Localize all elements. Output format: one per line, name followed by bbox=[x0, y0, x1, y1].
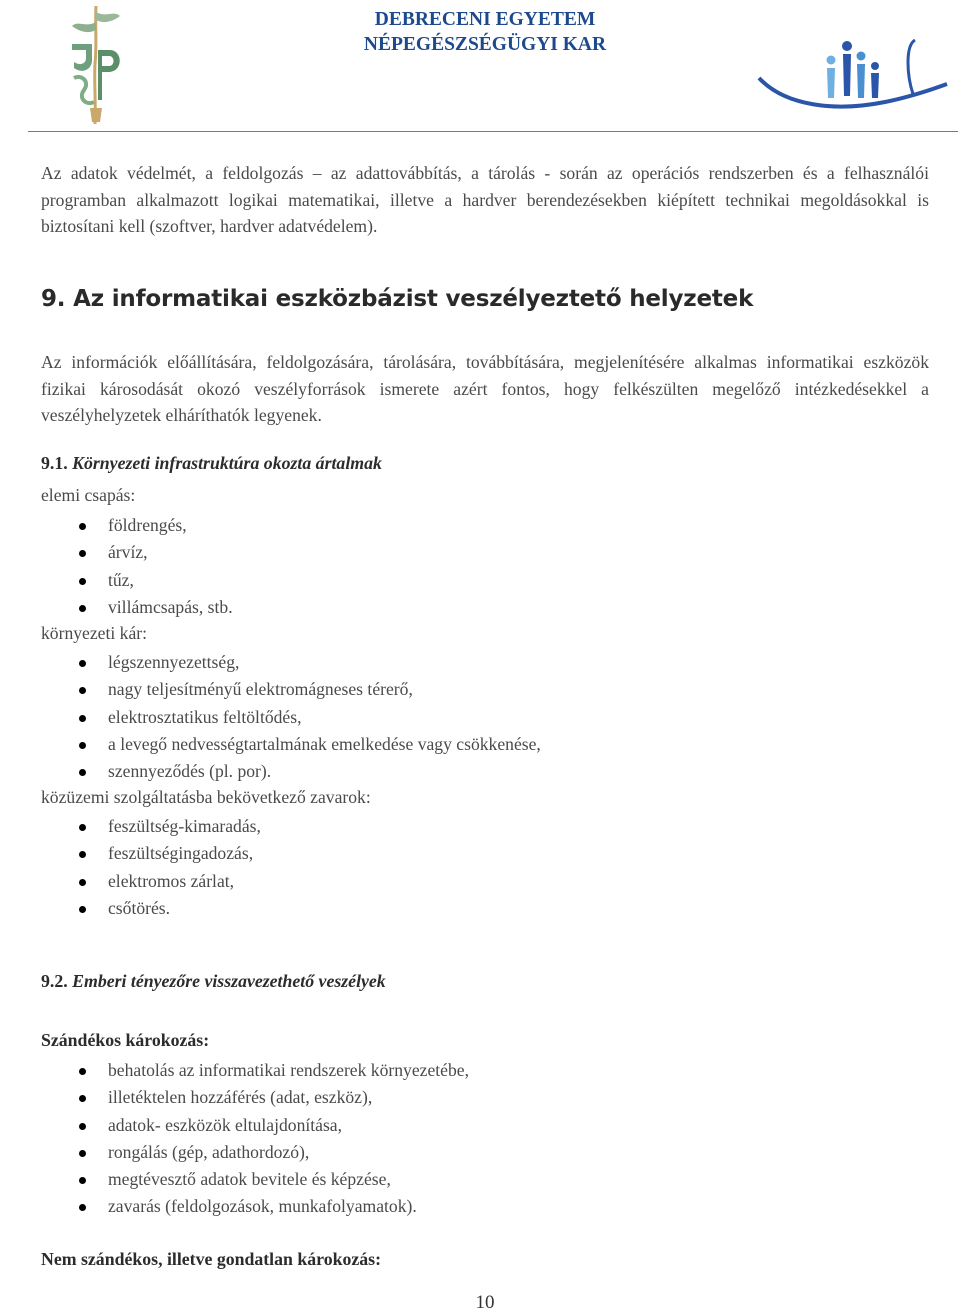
page-header bbox=[0, 0, 960, 132]
subsection-title-9-2 bbox=[41, 971, 386, 992]
faculty-people-logo-icon bbox=[755, 36, 950, 122]
bullet-icon bbox=[79, 742, 86, 749]
page-number: 10 bbox=[475, 1292, 495, 1313]
bullet-icon bbox=[79, 1204, 86, 1211]
section-paragraph: Az információk előállítására, feldolgozására, tárolására, továbbítására, megjelenítésére alkalmas informatikai eszközök fizikai károsodását okozó veszélyforrások ismerete azért fontos, hogy felkészülten megelőző intézkedésekkel a veszélyhelyzetek elháríthatók legyenek. bbox=[41, 352, 929, 425]
group-label: környezeti kár: bbox=[41, 623, 148, 643]
bullet-icon bbox=[79, 824, 86, 831]
intentional-damage-label: Szándékos károkozás: bbox=[41, 1030, 210, 1050]
header-divider bbox=[28, 131, 958, 132]
bullet-icon bbox=[79, 1150, 86, 1157]
bullet-icon bbox=[79, 1123, 86, 1130]
section-title: 9. Az informatikai eszközbázist veszélyeztető helyzetek bbox=[41, 286, 754, 312]
subsection-number: 9.1. bbox=[41, 453, 68, 473]
bullet-icon bbox=[79, 906, 86, 913]
bullet-icon bbox=[79, 851, 86, 858]
bullet-icon bbox=[79, 578, 86, 585]
bullet-icon bbox=[79, 715, 86, 722]
intro-paragraph: Az adatok védelmét, a feldolgozás – az adattovábbítás, a tárolás - során az operációs rendszerben és a felhasználói programban alkalmazott logikai matematikai, illetve a hardver berendezésekben kiépített technikai megoldásokkal is biztosítani kell (szoftver, hardver adatvédelem). bbox=[41, 163, 929, 236]
bullet-icon bbox=[79, 769, 86, 776]
bullet-icon bbox=[79, 687, 86, 694]
bullet-icon bbox=[79, 605, 86, 612]
bullet-icon bbox=[79, 523, 86, 530]
group-label: elemi csapás: bbox=[41, 485, 136, 505]
university-crest-icon bbox=[62, 4, 128, 126]
bullet-icon bbox=[79, 660, 86, 667]
unintentional-damage-label: Nem szándékos, illetve gondatlan károkozás: bbox=[41, 1249, 381, 1269]
group-label: közüzemi szolgáltatásba bekövetkező zavarok: bbox=[41, 787, 371, 807]
bullet-icon bbox=[79, 879, 86, 886]
institution-name: DEBRECENI EGYETEM bbox=[374, 9, 596, 30]
subsection-heading: Környezeti infrastruktúra okozta ártalmak bbox=[72, 453, 382, 473]
bullet-icon bbox=[79, 550, 86, 557]
bullet-icon bbox=[79, 1068, 86, 1075]
subsection-heading: Emberi tényezőre visszavezethető veszélyek bbox=[72, 971, 386, 991]
subsection-title-9-1 bbox=[41, 453, 382, 474]
bullet-icon bbox=[79, 1095, 86, 1102]
subsection-number: 9.2. bbox=[41, 971, 68, 991]
bullet-icon bbox=[79, 1177, 86, 1184]
faculty-name: NÉPEGÉSZSÉGÜGYI KAR bbox=[363, 34, 607, 55]
